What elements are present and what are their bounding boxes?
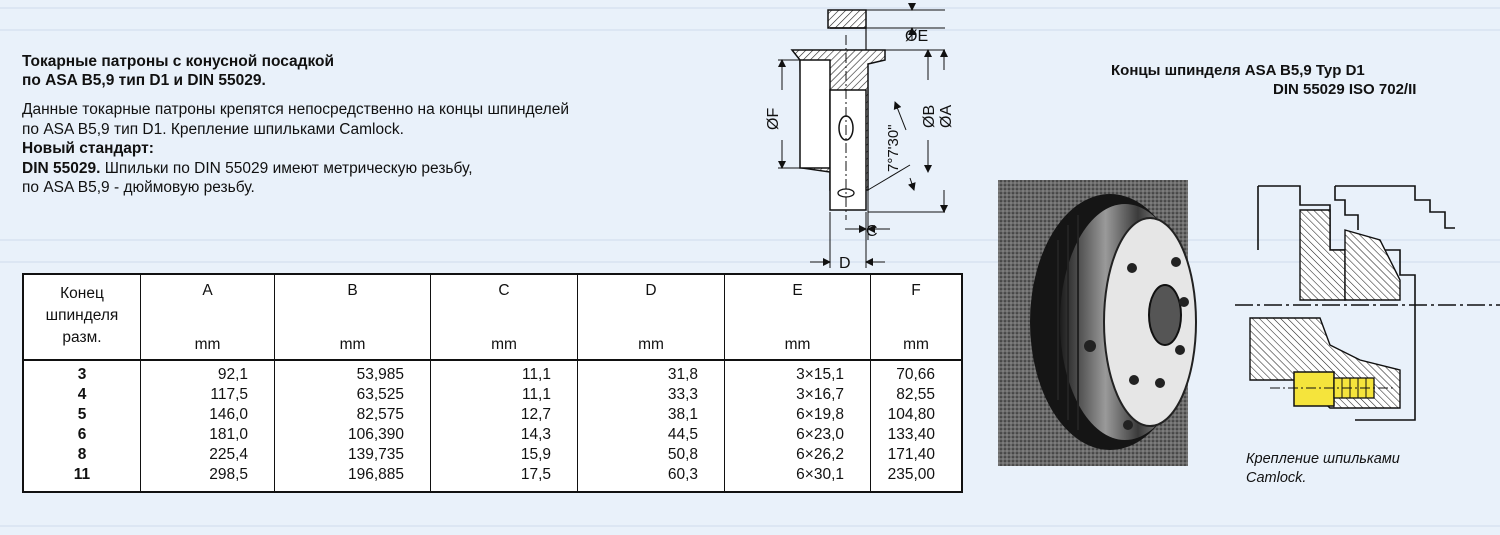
cell-a: 117,5 (141, 385, 275, 405)
cell-size: 5 (77, 406, 87, 423)
header-spindle-size (23, 274, 141, 360)
header-col-b: B mm (275, 274, 431, 360)
table-row (23, 465, 962, 492)
header-col-f: F mm (871, 274, 963, 360)
header-col-c: C mm (431, 274, 578, 360)
cell-c: 15,9 (431, 445, 578, 465)
header-unit: mm (194, 336, 221, 353)
header-col-a: A mm (141, 274, 275, 360)
table-header-row (23, 274, 962, 360)
cell-e: 3×15,1 (725, 360, 871, 385)
header-first-line-1: Конец (60, 285, 104, 302)
dim-a-label: ØA (938, 104, 955, 128)
cell-a: 225,4 (141, 445, 275, 465)
cell-size: 8 (77, 446, 87, 463)
cell-d: 44,5 (578, 425, 725, 445)
camlock-caption (1246, 450, 1400, 488)
cell-c: 11,1 (431, 385, 578, 405)
cell-d: 33,3 (578, 385, 725, 405)
cell-f: 70,66 (871, 360, 963, 385)
cell-e: 6×19,8 (725, 405, 871, 425)
cell-size: 6 (77, 426, 87, 443)
cell-e: 6×26,2 (725, 445, 871, 465)
din-standard-label: DIN 55029. (22, 159, 101, 177)
chuck-section-hatched (1300, 210, 1345, 300)
cell-f: 104,80 (871, 405, 963, 425)
dim-d-label: D (839, 255, 851, 272)
cell-c: 12,7 (431, 405, 578, 425)
cell-c: 17,5 (431, 465, 578, 492)
header-first-line-2: шпинделя (45, 307, 119, 324)
spindle-nose-title-line-1: Концы шпинделя ASA B5,9 Typ D1 (1111, 62, 1365, 79)
spindle-dimensions-table (22, 273, 963, 493)
heading-line-2: по ASA B5,9 тип D1 и DIN 55029. (22, 72, 266, 89)
cell-size: 3 (77, 366, 87, 383)
cell-d: 50,8 (578, 445, 725, 465)
cell-a: 146,0 (141, 405, 275, 425)
cell-b: 82,575 (275, 405, 431, 425)
heading-line-1: Токарные патроны с конусной посадкой (22, 53, 335, 70)
description-line-1: Данные токарные патроны крепятся непосредственно на концы шпинделей (22, 101, 569, 118)
cell-c: 11,1 (431, 360, 578, 385)
dim-c-label: C (866, 223, 878, 240)
caption-line-1: Крепление шпильками (1246, 451, 1400, 467)
description-line-4-text: Шпильки по DIN 55029 имеют метрическую резьбу, (100, 159, 473, 177)
dim-e-label: ØE (905, 28, 929, 45)
cell-f: 171,40 (871, 445, 963, 465)
cell-b: 139,735 (275, 445, 431, 465)
description-line-2: по ASA B5,9 тип D1. Крепление шпильками Camlock. (22, 120, 404, 138)
cell-e: 6×23,0 (725, 425, 871, 445)
header-unit: mm (784, 336, 811, 353)
header-unit: mm (491, 336, 517, 353)
new-standard-label: Новый стандарт: (22, 140, 154, 157)
cell-e: 3×16,7 (725, 385, 871, 405)
cell-e: 6×30,1 (725, 465, 871, 492)
cell-b: 106,390 (275, 425, 431, 445)
caption-line-2: Camlock. (1246, 470, 1307, 486)
table-row (23, 385, 962, 405)
table-row (23, 360, 962, 385)
dim-f-label: ØF (765, 107, 782, 130)
cell-size: 4 (77, 386, 87, 403)
dim-b-label: ØB (921, 104, 938, 128)
cell-d: 31,8 (578, 360, 725, 385)
description-line-5: по ASA B5,9 - дюймовую резьбу. (22, 179, 255, 196)
taper-angle-label: 7°7'30" (885, 124, 902, 172)
header-unit: mm (339, 336, 366, 353)
spindle-nose-title-line-2: DIN 55029 ISO 702/II (1273, 81, 1417, 98)
header-first-line-3: разм. (62, 329, 102, 346)
table-body (23, 360, 962, 492)
table-row (23, 405, 962, 425)
table-row (23, 425, 962, 445)
cell-b: 53,985 (275, 360, 431, 385)
cell-a: 298,5 (141, 465, 275, 492)
header-col-d: D mm (578, 274, 725, 360)
cell-b: 63,525 (275, 385, 431, 405)
table-row (23, 445, 962, 465)
cell-d: 38,1 (578, 405, 725, 425)
cell-size: 11 (73, 466, 91, 483)
spindle-taper-hatched (1345, 230, 1400, 300)
cell-b: 196,885 (275, 465, 431, 492)
cell-c: 14,3 (431, 425, 578, 445)
camlock-stud (1294, 372, 1334, 406)
cell-f: 133,40 (871, 425, 963, 445)
header-unit: mm (638, 336, 664, 353)
cell-a: 181,0 (141, 425, 275, 445)
header-unit: mm (903, 336, 929, 353)
cell-a: 92,1 (141, 360, 275, 385)
cell-f: 235,00 (871, 465, 963, 492)
cell-f: 82,55 (871, 385, 963, 405)
header-col-e: E mm (725, 274, 871, 360)
cell-d: 60,3 (578, 465, 725, 492)
